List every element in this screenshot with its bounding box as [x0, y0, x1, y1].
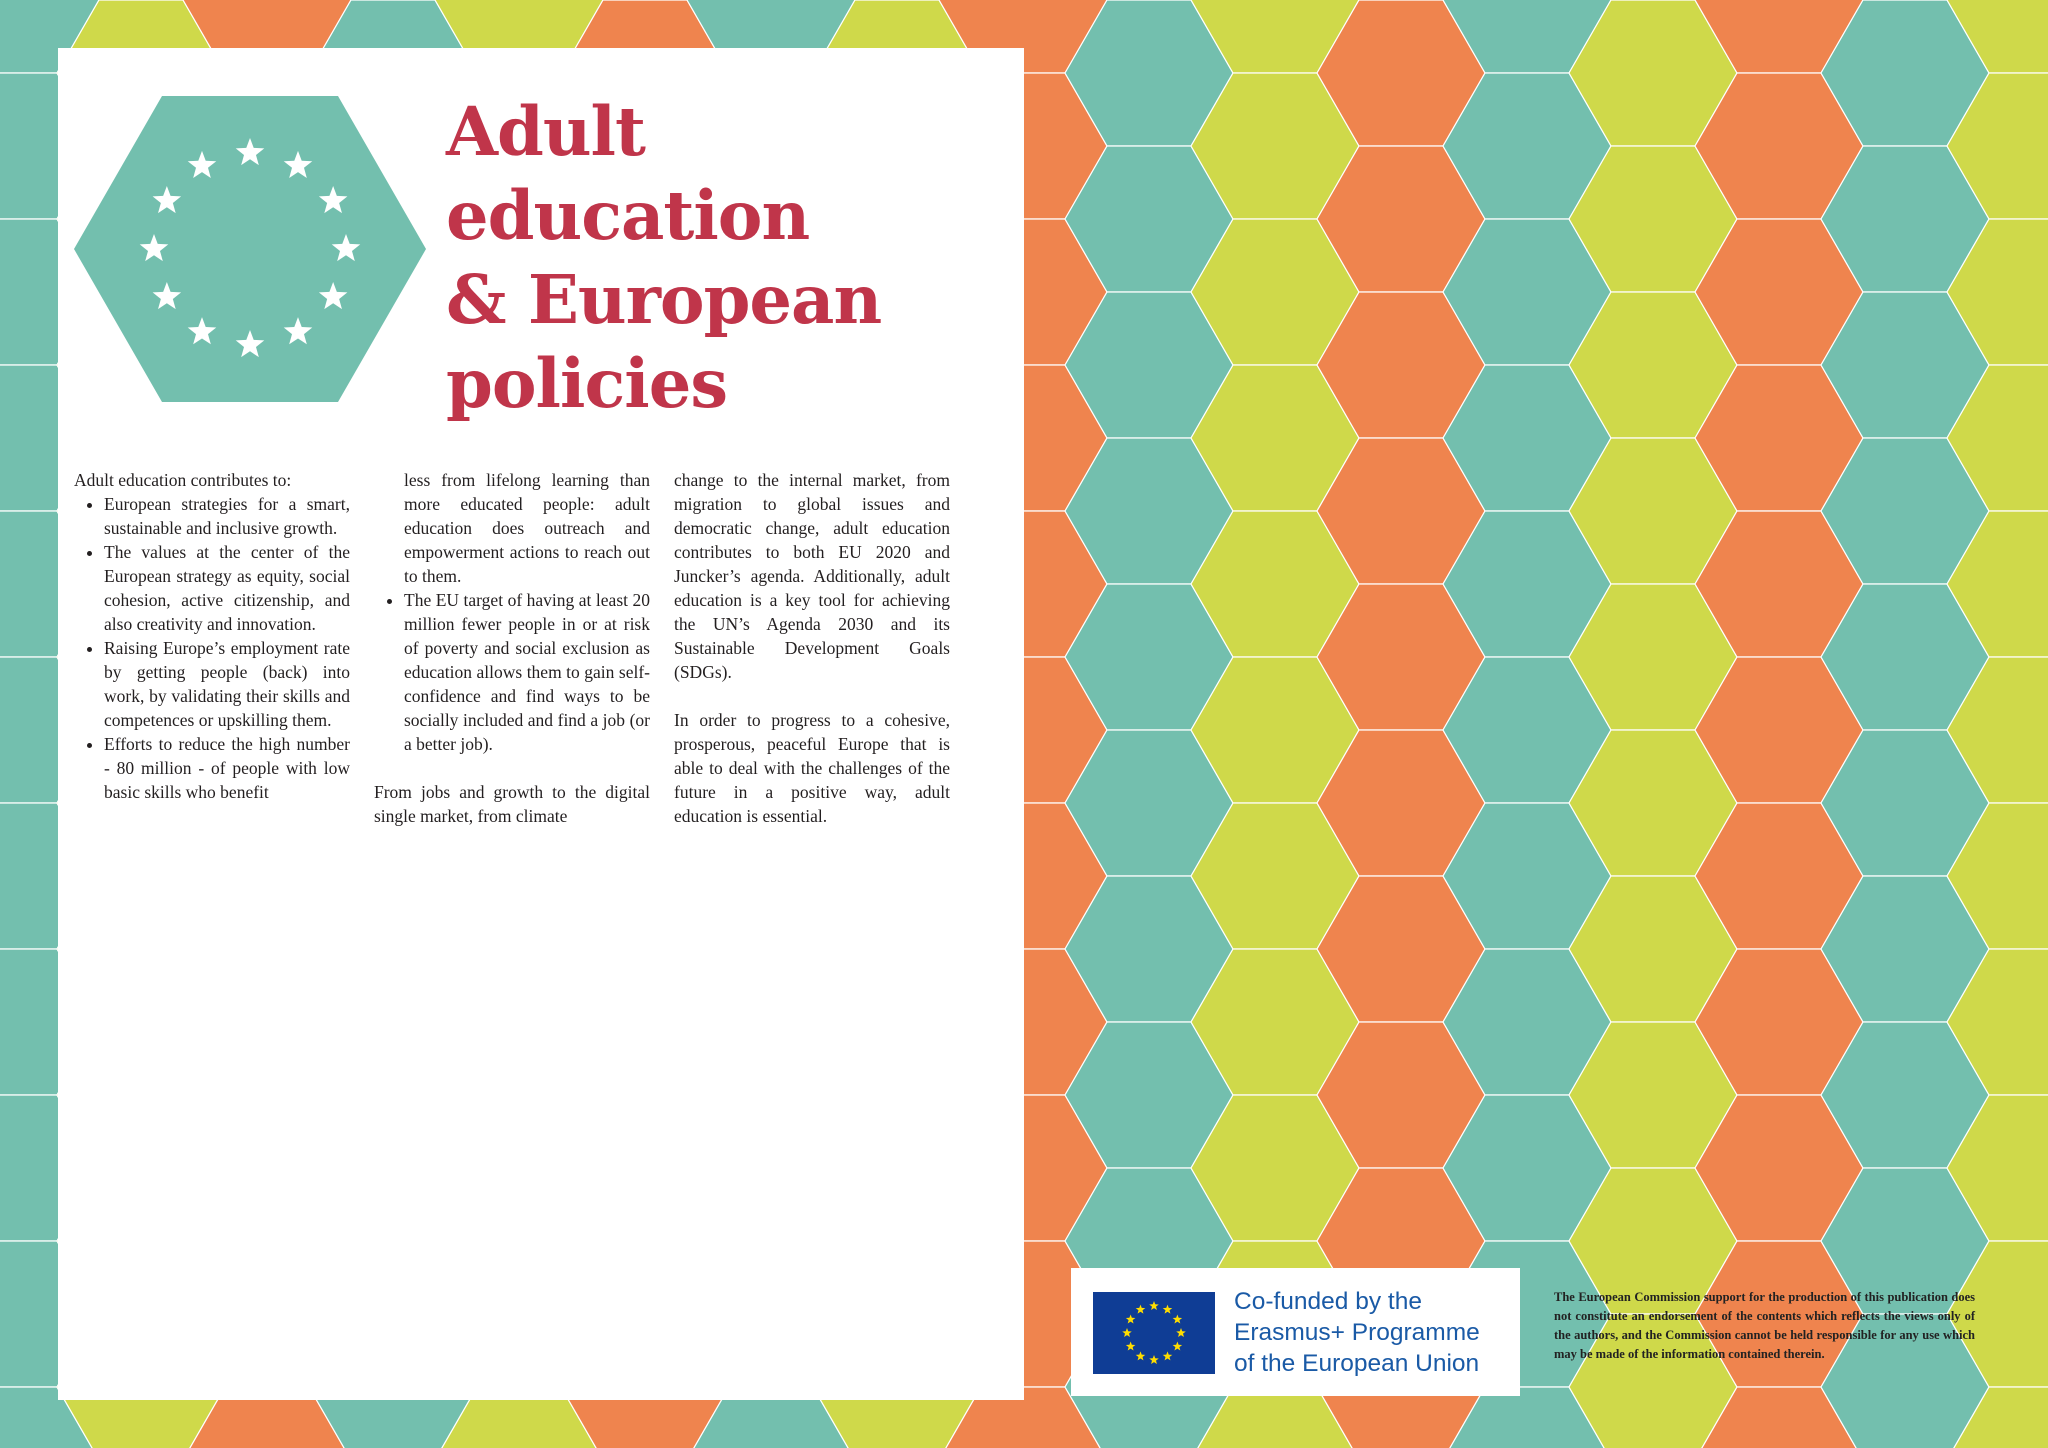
title-line: & European [446, 260, 882, 339]
list-item: • The EU target of having at least 20 million fewer people in or at risk of poverty and social exclusion as education allows them to gain self-confidence and find ways to be socially included and find a job (or a better job). [404, 588, 650, 756]
content-page [58, 48, 1024, 1400]
erasmus-line: Co-funded by the [1234, 1288, 1422, 1315]
list-item: • Efforts to reduce the high number - 80 million - of people with low basic skills who benefit [104, 732, 350, 804]
list-item: • European strategies for a smart, sustainable and inclusive growth. [104, 492, 350, 540]
column-2 [374, 468, 650, 828]
body-paragraph: From jobs and growth to the digital single market, from climate [374, 782, 650, 826]
list-item: • The values at the center of the European strategy as equity, social cohesion, active citizenship, and also creativity and innovation. [104, 540, 350, 636]
body-paragraph: change to the internal market, from migration to global issues and democratic change, adult education contributes to both EU 2020 and Juncker’s agenda. Additionally, adult education is a key tool for achieving the UN’s Agenda 2030 and its Sustainable Development Goals (SDGs). [674, 470, 950, 682]
disclaimer-text: The European Commission support for the production of this publication does not constitute an endorsement of the contents which reflects the views only of the authors, and the Commission cannot be held responsible for any use which may be made of the information contained therein. [1554, 1290, 1975, 1361]
page-title [446, 90, 1006, 426]
intro-text: Adult education contributes to: [74, 470, 292, 490]
column-1 [74, 468, 350, 828]
contribution-list [74, 492, 350, 804]
erasmus-line: of the European Union [1234, 1350, 1480, 1377]
body-paragraph: In order to progress to a cohesive, prosperous, peaceful Europe that is able to deal with the challenges of the future in a positive way, adult education is essential. [674, 710, 950, 826]
eu-flag-icon [1093, 1292, 1215, 1374]
erasmus-logo [1071, 1268, 1520, 1396]
title-line: policies [446, 344, 728, 423]
body-columns [74, 468, 1010, 828]
continuation-text: less from lifelong learning than more educated people: adult education does outreach and empowerment actions to reach out to them. [404, 470, 650, 586]
title-line: Adult [446, 92, 645, 171]
erasmus-text [1234, 1286, 1514, 1379]
erasmus-line: Erasmus+ Programme [1234, 1319, 1480, 1346]
title-line: education [446, 176, 810, 255]
column-3 [674, 468, 950, 828]
contribution-list-cont [374, 588, 650, 756]
list-item: • Raising Europe’s employment rate by getting people (back) into work, by validating their skills and competences or upskilling them. [104, 636, 350, 732]
eu-stars-hexagon-icon [74, 96, 426, 402]
